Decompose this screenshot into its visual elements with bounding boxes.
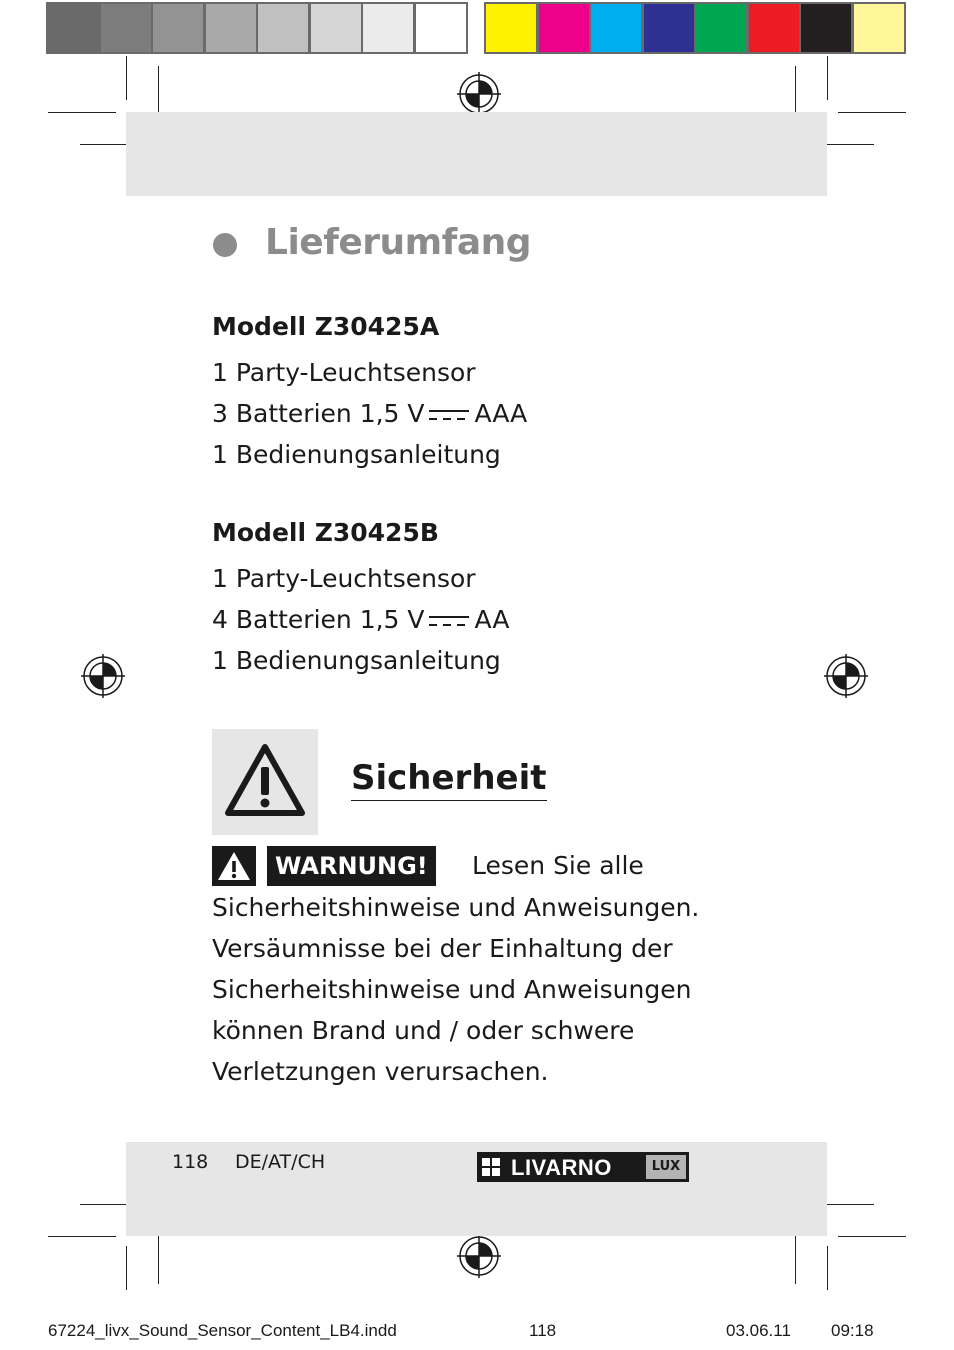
crop-mark — [838, 1236, 906, 1237]
slug-filename: 67224_livx_Sound_Sensor_Content_LB4.indd — [48, 1321, 397, 1340]
process-color-swatch — [591, 4, 641, 52]
crop-mark — [48, 1236, 116, 1237]
crop-mark — [126, 56, 127, 100]
registration-mark-icon — [457, 72, 501, 116]
gray-swatch — [153, 4, 203, 52]
process-color-swatch — [696, 4, 746, 52]
process-color-swatch — [644, 4, 694, 52]
model-a-item-manual: 1 Bedienungsanleitung — [212, 440, 501, 469]
warning-text-line: Verletzungen verursachen. — [212, 1057, 549, 1086]
direct-current-icon — [429, 407, 469, 423]
warning-text-line: Lesen Sie alle — [472, 851, 644, 880]
crop-mark — [827, 1246, 828, 1290]
warning-text-line: Sicherheitshinweise und Anweisungen — [212, 975, 692, 1004]
gray-swatch — [101, 4, 151, 52]
direct-current-icon — [429, 613, 469, 629]
crop-mark — [827, 56, 828, 100]
header-panel — [126, 112, 827, 196]
model-a-item-sensor: 1 Party-Leuchtsensor — [212, 358, 476, 387]
logo-name: LIVARNO — [511, 1155, 612, 1180]
registration-mark-icon — [81, 654, 125, 698]
small-warning-icon — [212, 846, 256, 886]
warning-text-line: Sicherheitshinweise und Anweisungen. — [212, 893, 700, 922]
process-color-swatch — [801, 4, 851, 52]
registration-mark-icon — [824, 654, 868, 698]
gray-swatch — [206, 4, 256, 52]
gray-swatch — [258, 4, 308, 52]
crop-mark — [158, 1228, 159, 1284]
logo-grid-icon — [482, 1158, 500, 1176]
battery-text: 4 Batterien 1,5 V — [212, 605, 425, 634]
warning-text-line: Versäumnisse bei der Einhaltung der — [212, 934, 673, 963]
section-title-sicherheit: Sicherheit — [351, 758, 547, 801]
warning-text-line: können Brand und / oder schwere — [212, 1016, 635, 1045]
logo-sub: LUX — [646, 1155, 686, 1179]
gray-swatch — [48, 4, 98, 52]
registration-mark-icon — [457, 1234, 501, 1278]
process-color-swatch — [854, 4, 904, 52]
crop-mark — [838, 112, 906, 113]
crop-mark — [795, 1228, 796, 1284]
model-b-item-sensor: 1 Party-Leuchtsensor — [212, 564, 476, 593]
model-a-item-batteries — [212, 393, 527, 434]
section-title-lieferumfang: Lieferumfang — [265, 222, 532, 263]
crop-mark — [126, 1246, 127, 1290]
warning-label: WARNUNG! — [267, 846, 436, 886]
slug-page: 118 — [529, 1321, 557, 1340]
model-a-heading: Modell Z30425A — [212, 312, 440, 341]
process-color-swatch — [539, 4, 589, 52]
page-number: 118 — [172, 1151, 209, 1173]
battery-text: 3 Batterien 1,5 V — [212, 399, 425, 428]
battery-type: AAA — [474, 399, 528, 428]
model-b-item-manual: 1 Bedienungsanleitung — [212, 646, 501, 675]
gray-swatch — [363, 4, 413, 52]
process-color-swatch — [486, 4, 536, 52]
slug-time: 09:18 — [831, 1321, 874, 1340]
section-bullet-icon — [213, 233, 237, 257]
livarno-lux-logo — [477, 1152, 689, 1182]
warning-triangle-icon — [212, 729, 318, 835]
crop-mark — [48, 112, 116, 113]
gray-swatch — [416, 4, 466, 52]
model-b-heading: Modell Z30425B — [212, 518, 439, 547]
process-color-swatch — [749, 4, 799, 52]
slug-date: 03.06.11 — [726, 1321, 791, 1340]
battery-type: AA — [474, 605, 510, 634]
warning-icon-box — [212, 729, 318, 835]
country-codes: DE/AT/CH — [235, 1151, 326, 1173]
model-b-item-batteries — [212, 599, 509, 640]
gray-swatch — [311, 4, 361, 52]
